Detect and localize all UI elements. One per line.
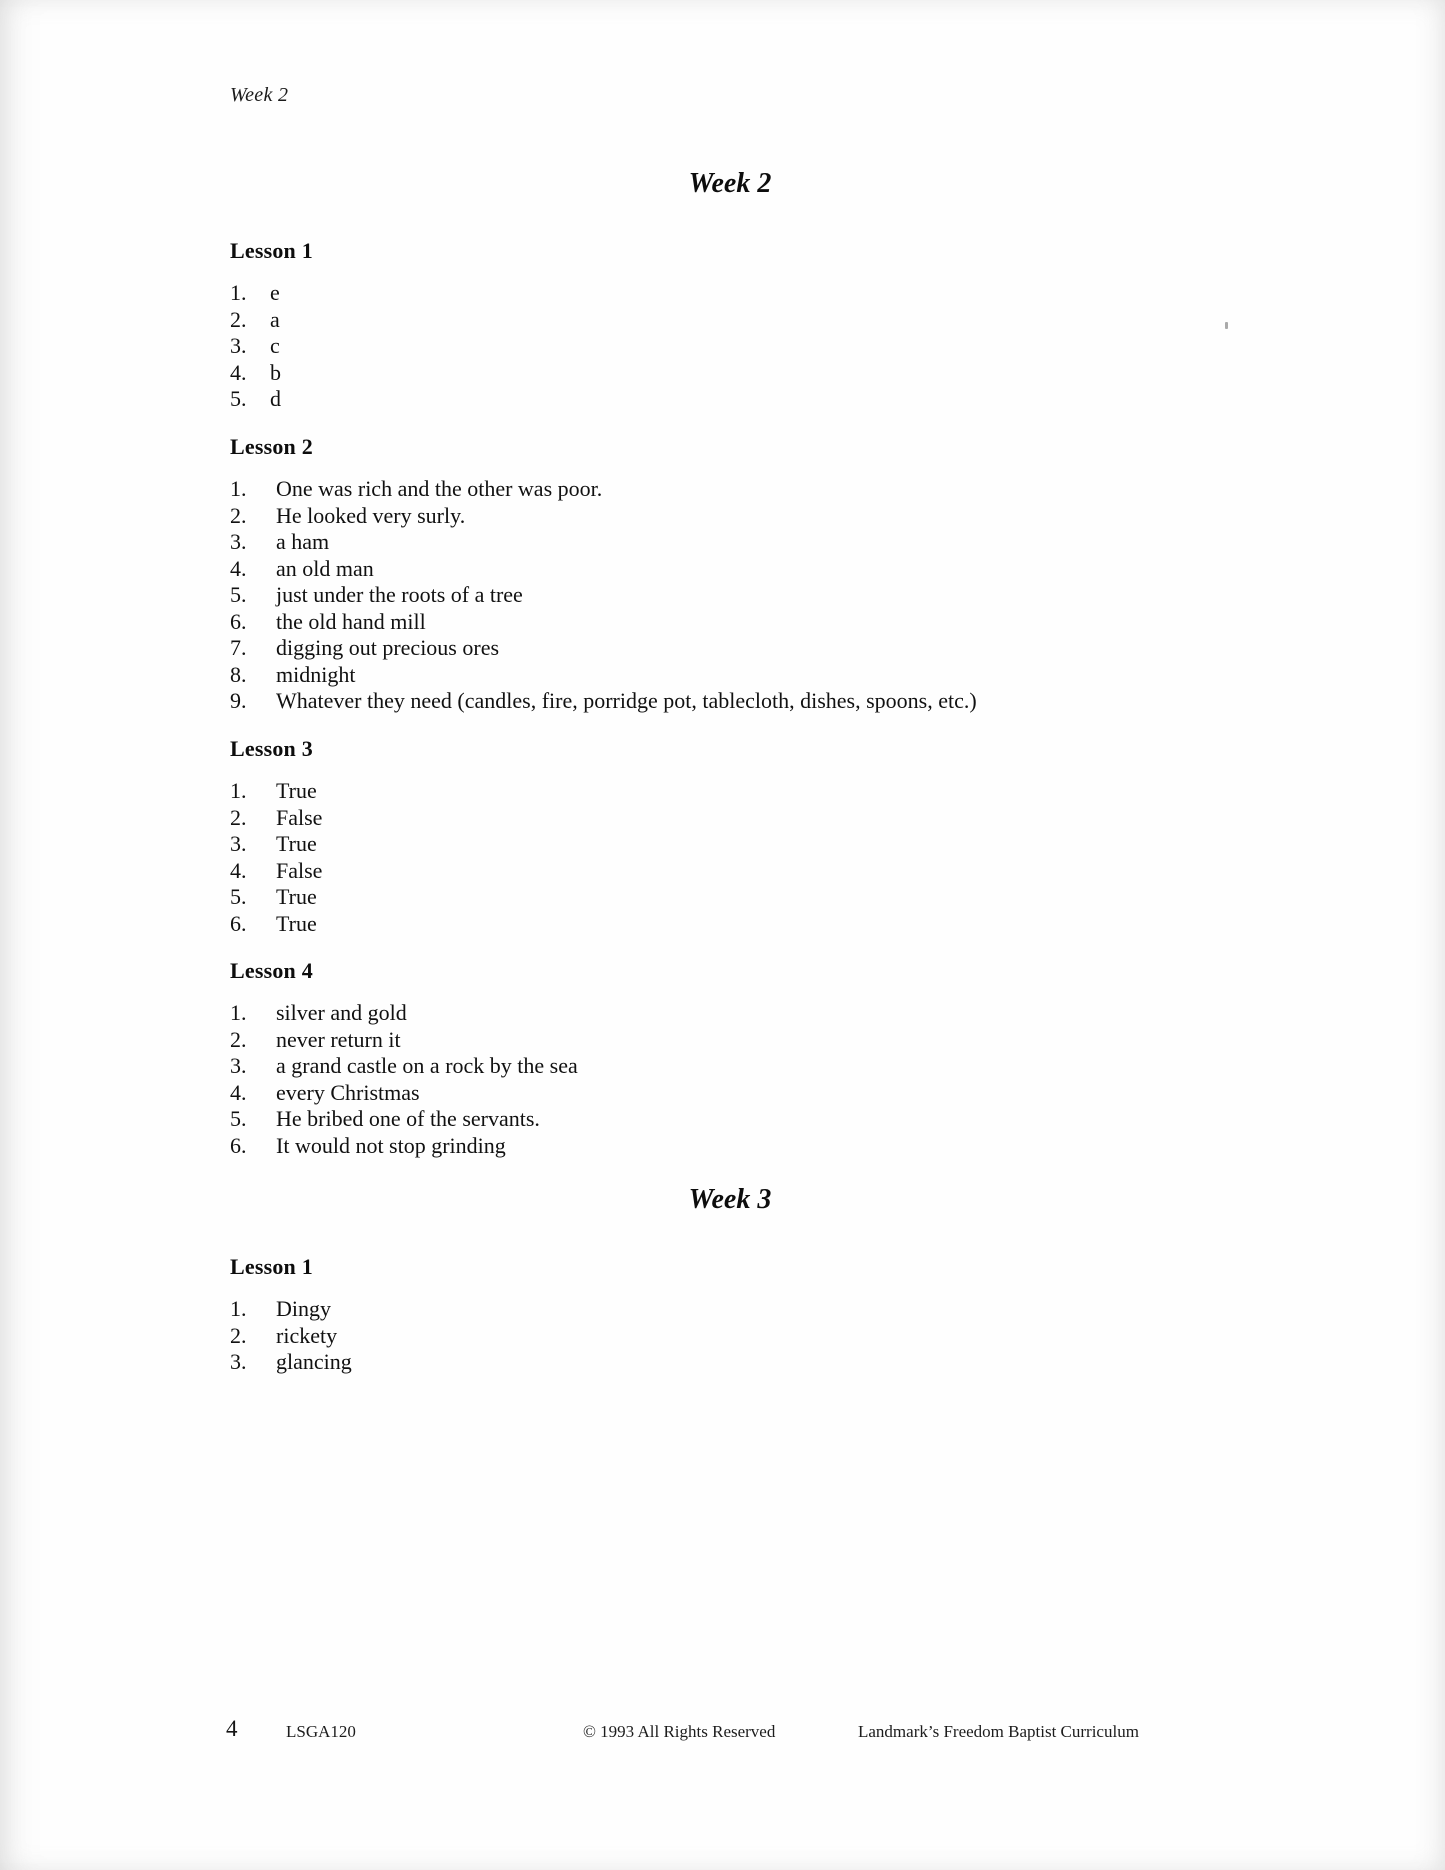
item-number: 6. — [230, 910, 247, 936]
item-text: True — [276, 884, 317, 909]
list-item — [230, 911, 322, 938]
footer-copyright: © 1993 All Rights Reserved — [583, 1722, 776, 1741]
item-number: 3. — [230, 1053, 247, 1078]
section-title-week-3: Week 3 — [688, 1184, 772, 1215]
item-number: 1. — [230, 1296, 247, 1321]
list-item — [230, 662, 977, 689]
list-item — [230, 1106, 578, 1133]
footer-product-code: LSGA120 — [286, 1722, 356, 1741]
lesson-heading-w2-lesson-4: Lesson 4 — [230, 958, 313, 983]
answer-list-w2-lesson-3 — [230, 778, 322, 937]
item-number: 3. — [230, 529, 247, 554]
item-number: 2. — [230, 1026, 247, 1052]
item-text: b — [270, 359, 281, 385]
item-text: e — [270, 280, 280, 305]
item-text: He looked very surly. — [276, 502, 466, 528]
item-number: 5. — [230, 386, 247, 411]
list-item — [230, 1349, 352, 1376]
item-number: 2. — [230, 306, 247, 332]
list-item — [230, 688, 977, 715]
item-text: glancing — [276, 1349, 352, 1374]
item-text: d — [270, 386, 281, 411]
item-text: never return it — [276, 1026, 401, 1052]
item-number: 6. — [230, 1132, 247, 1158]
item-number: 6. — [230, 608, 247, 634]
item-text: False — [276, 857, 323, 883]
page-footer — [0, 1716, 1445, 1756]
item-number: 3. — [230, 831, 247, 856]
item-text: a ham — [276, 529, 330, 554]
item-text: It would not stop grinding — [276, 1132, 506, 1158]
item-text: He bribed one of the servants. — [276, 1106, 540, 1131]
list-item — [230, 831, 322, 858]
item-text: True — [276, 778, 317, 803]
item-number: 1. — [230, 476, 247, 501]
lesson-heading-w2-lesson-1: Lesson 1 — [230, 238, 313, 263]
list-item — [230, 280, 281, 307]
item-text: just under the roots of a tree — [276, 582, 523, 607]
item-number: 4. — [230, 857, 247, 883]
item-number: 7. — [230, 635, 247, 660]
list-item — [230, 529, 977, 556]
list-item — [230, 778, 322, 805]
item-text: an old man — [276, 555, 374, 581]
item-number: 3. — [230, 333, 247, 358]
list-item — [230, 1000, 578, 1027]
item-number: 8. — [230, 661, 247, 687]
item-number: 1. — [230, 778, 247, 803]
item-text: digging out precious ores — [276, 635, 500, 660]
item-number: 4. — [230, 359, 247, 385]
item-number: 9. — [230, 688, 247, 713]
answer-list-w2-lesson-1 — [230, 280, 281, 413]
list-item — [230, 884, 322, 911]
list-item — [230, 476, 977, 503]
running-head: Week 2 — [230, 84, 289, 106]
answer-list-w3-lesson-1 — [230, 1296, 352, 1376]
item-text: a — [270, 306, 280, 332]
item-number: 3. — [230, 1349, 247, 1374]
list-item — [230, 360, 281, 387]
item-text: True — [276, 910, 317, 936]
list-item — [230, 1296, 352, 1323]
item-text: a grand castle on a rock by the sea — [276, 1053, 578, 1078]
item-text: True — [276, 831, 317, 856]
scan-speck — [1225, 322, 1228, 329]
item-number: 2. — [230, 502, 247, 528]
item-text: False — [276, 804, 323, 830]
item-number: 2. — [230, 1322, 247, 1348]
lesson-heading-w3-lesson-1: Lesson 1 — [230, 1254, 313, 1279]
list-item — [230, 1053, 578, 1080]
list-item — [230, 307, 281, 334]
item-text: silver and gold — [276, 1000, 407, 1025]
item-text: Dingy — [276, 1296, 331, 1321]
list-item — [230, 582, 977, 609]
answer-list-w2-lesson-4 — [230, 1000, 578, 1159]
item-text: every Christmas — [276, 1079, 420, 1105]
list-item — [230, 805, 322, 832]
item-number: 5. — [230, 1106, 247, 1131]
item-text: One was rich and the other was poor. — [276, 476, 603, 501]
item-number: 2. — [230, 804, 247, 830]
item-number: 5. — [230, 582, 247, 607]
item-text: Whatever they need (candles, fire, porridge pot, tablecloth, dishes, spoons, etc.) — [276, 688, 977, 713]
list-item — [230, 386, 281, 413]
list-item — [230, 1027, 578, 1054]
item-text: midnight — [276, 661, 356, 687]
footer-curriculum-name: Landmark’s Freedom Baptist Curriculum — [858, 1722, 1139, 1741]
item-number: 4. — [230, 555, 247, 581]
item-number: 4. — [230, 1079, 247, 1105]
list-item — [230, 503, 977, 530]
lesson-heading-w2-lesson-2: Lesson 2 — [230, 434, 313, 459]
item-text: the old hand mill — [276, 608, 426, 634]
item-number: 5. — [230, 884, 247, 909]
footer-page-number: 4 — [226, 1716, 238, 1741]
answer-list-w2-lesson-2 — [230, 476, 977, 715]
lesson-heading-w2-lesson-3: Lesson 3 — [230, 736, 313, 761]
list-item — [230, 609, 977, 636]
list-item — [230, 1323, 352, 1350]
item-text: rickety — [276, 1322, 338, 1348]
list-item — [230, 635, 977, 662]
section-title-week-2: Week 2 — [688, 168, 772, 199]
item-text: c — [270, 333, 280, 358]
list-item — [230, 858, 322, 885]
list-item — [230, 1080, 578, 1107]
item-number: 1. — [230, 280, 247, 305]
list-item — [230, 556, 977, 583]
list-item — [230, 1133, 578, 1160]
list-item — [230, 333, 281, 360]
item-number: 1. — [230, 1000, 247, 1025]
